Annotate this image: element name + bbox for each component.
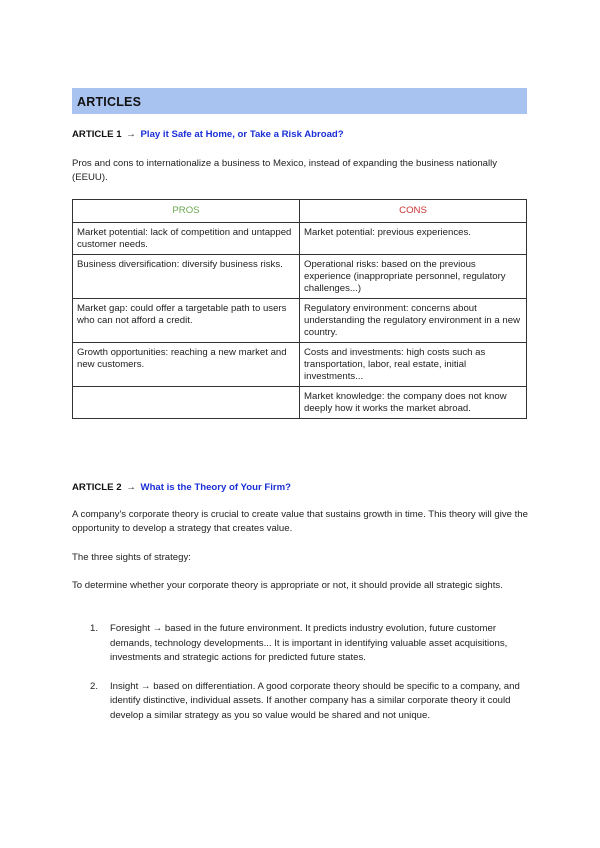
con-cell: Regulatory environment: concerns about understanding the regulatory environment in a new country. xyxy=(300,299,527,343)
article-2-paragraph-1: A company's corporate theory is crucial to create value that sustains growth in time. This theory will give the opportunity to develop a strategy that creates value. xyxy=(72,509,528,534)
list-item-text: Insight → based on differentiation. A good corporate theory should be specific to a company, and identify distinctive, individual assets. If another company has a similar corporate theory it could develop a similar strategy as you so value would be shared and not unique. xyxy=(110,680,520,721)
table-row xyxy=(73,223,527,255)
section-banner xyxy=(72,88,527,114)
article-2-paragraph-3: To determine whether your corporate theory is appropriate or not, it should provide all strategic sights. xyxy=(72,580,503,591)
article-2-label: ARTICLE 2 xyxy=(72,482,122,493)
list-item xyxy=(72,680,532,724)
pros-header: PROS xyxy=(73,200,300,223)
list-item-number: 1. xyxy=(90,623,99,634)
arrow-right-icon: → xyxy=(126,129,136,140)
pro-cell: Market gap: could offer a targetable path to users who can not afford a credit. xyxy=(73,299,300,343)
cons-header: CONS xyxy=(300,200,527,223)
list-item-text: Foresight → based in the future environment. It predicts industry evolution, future customer demands, technology developments... It is important in identifying valuable asset acquisitions, investments and strategic actions for predicted future states. xyxy=(110,623,508,663)
table-row xyxy=(73,299,527,343)
pro-cell: Market potential: lack of competition and untapped customer needs. xyxy=(73,223,300,255)
article-2-heading xyxy=(72,482,291,493)
pros-cons-table xyxy=(72,199,527,419)
pro-cell: Growth opportunities: reaching a new market and new customers. xyxy=(73,343,300,387)
con-cell: Operational risks: based on the previous experience (inappropriate personnel, regulatory challenges...) xyxy=(300,255,527,299)
con-cell: Costs and investments: high costs such as transportation, labor, real estate, initial investments... xyxy=(300,343,527,387)
strategy-sights-list xyxy=(72,622,532,737)
arrow-right-icon: → xyxy=(126,482,136,493)
article-1-heading xyxy=(72,129,344,140)
table-header-row xyxy=(73,200,527,223)
article-2-paragraph-2: The three sights of strategy: xyxy=(72,552,191,563)
list-item xyxy=(72,622,532,666)
article-1-intro: Pros and cons to internationalize a business to Mexico, instead of expanding the business nationally (EEUU). xyxy=(72,158,498,183)
table-row xyxy=(73,387,527,419)
pro-cell: Business diversification: diversify business risks. xyxy=(73,255,300,299)
table-row xyxy=(73,343,527,387)
article-2-title-link[interactable]: What is the Theory of Your Firm? xyxy=(140,482,292,493)
section-title: ARTICLES xyxy=(77,95,142,109)
article-1-title-link[interactable]: Play it Safe at Home, or Take a Risk Abroad? xyxy=(140,129,344,140)
list-item-number: 2. xyxy=(90,680,99,692)
pro-cell xyxy=(73,387,300,419)
table-row xyxy=(73,255,527,299)
article-1-label: ARTICLE 1 xyxy=(72,129,122,140)
con-cell: Market knowledge: the company does not know deeply how it works the market abroad. xyxy=(300,387,527,419)
con-cell: Market potential: previous experiences. xyxy=(300,223,527,255)
